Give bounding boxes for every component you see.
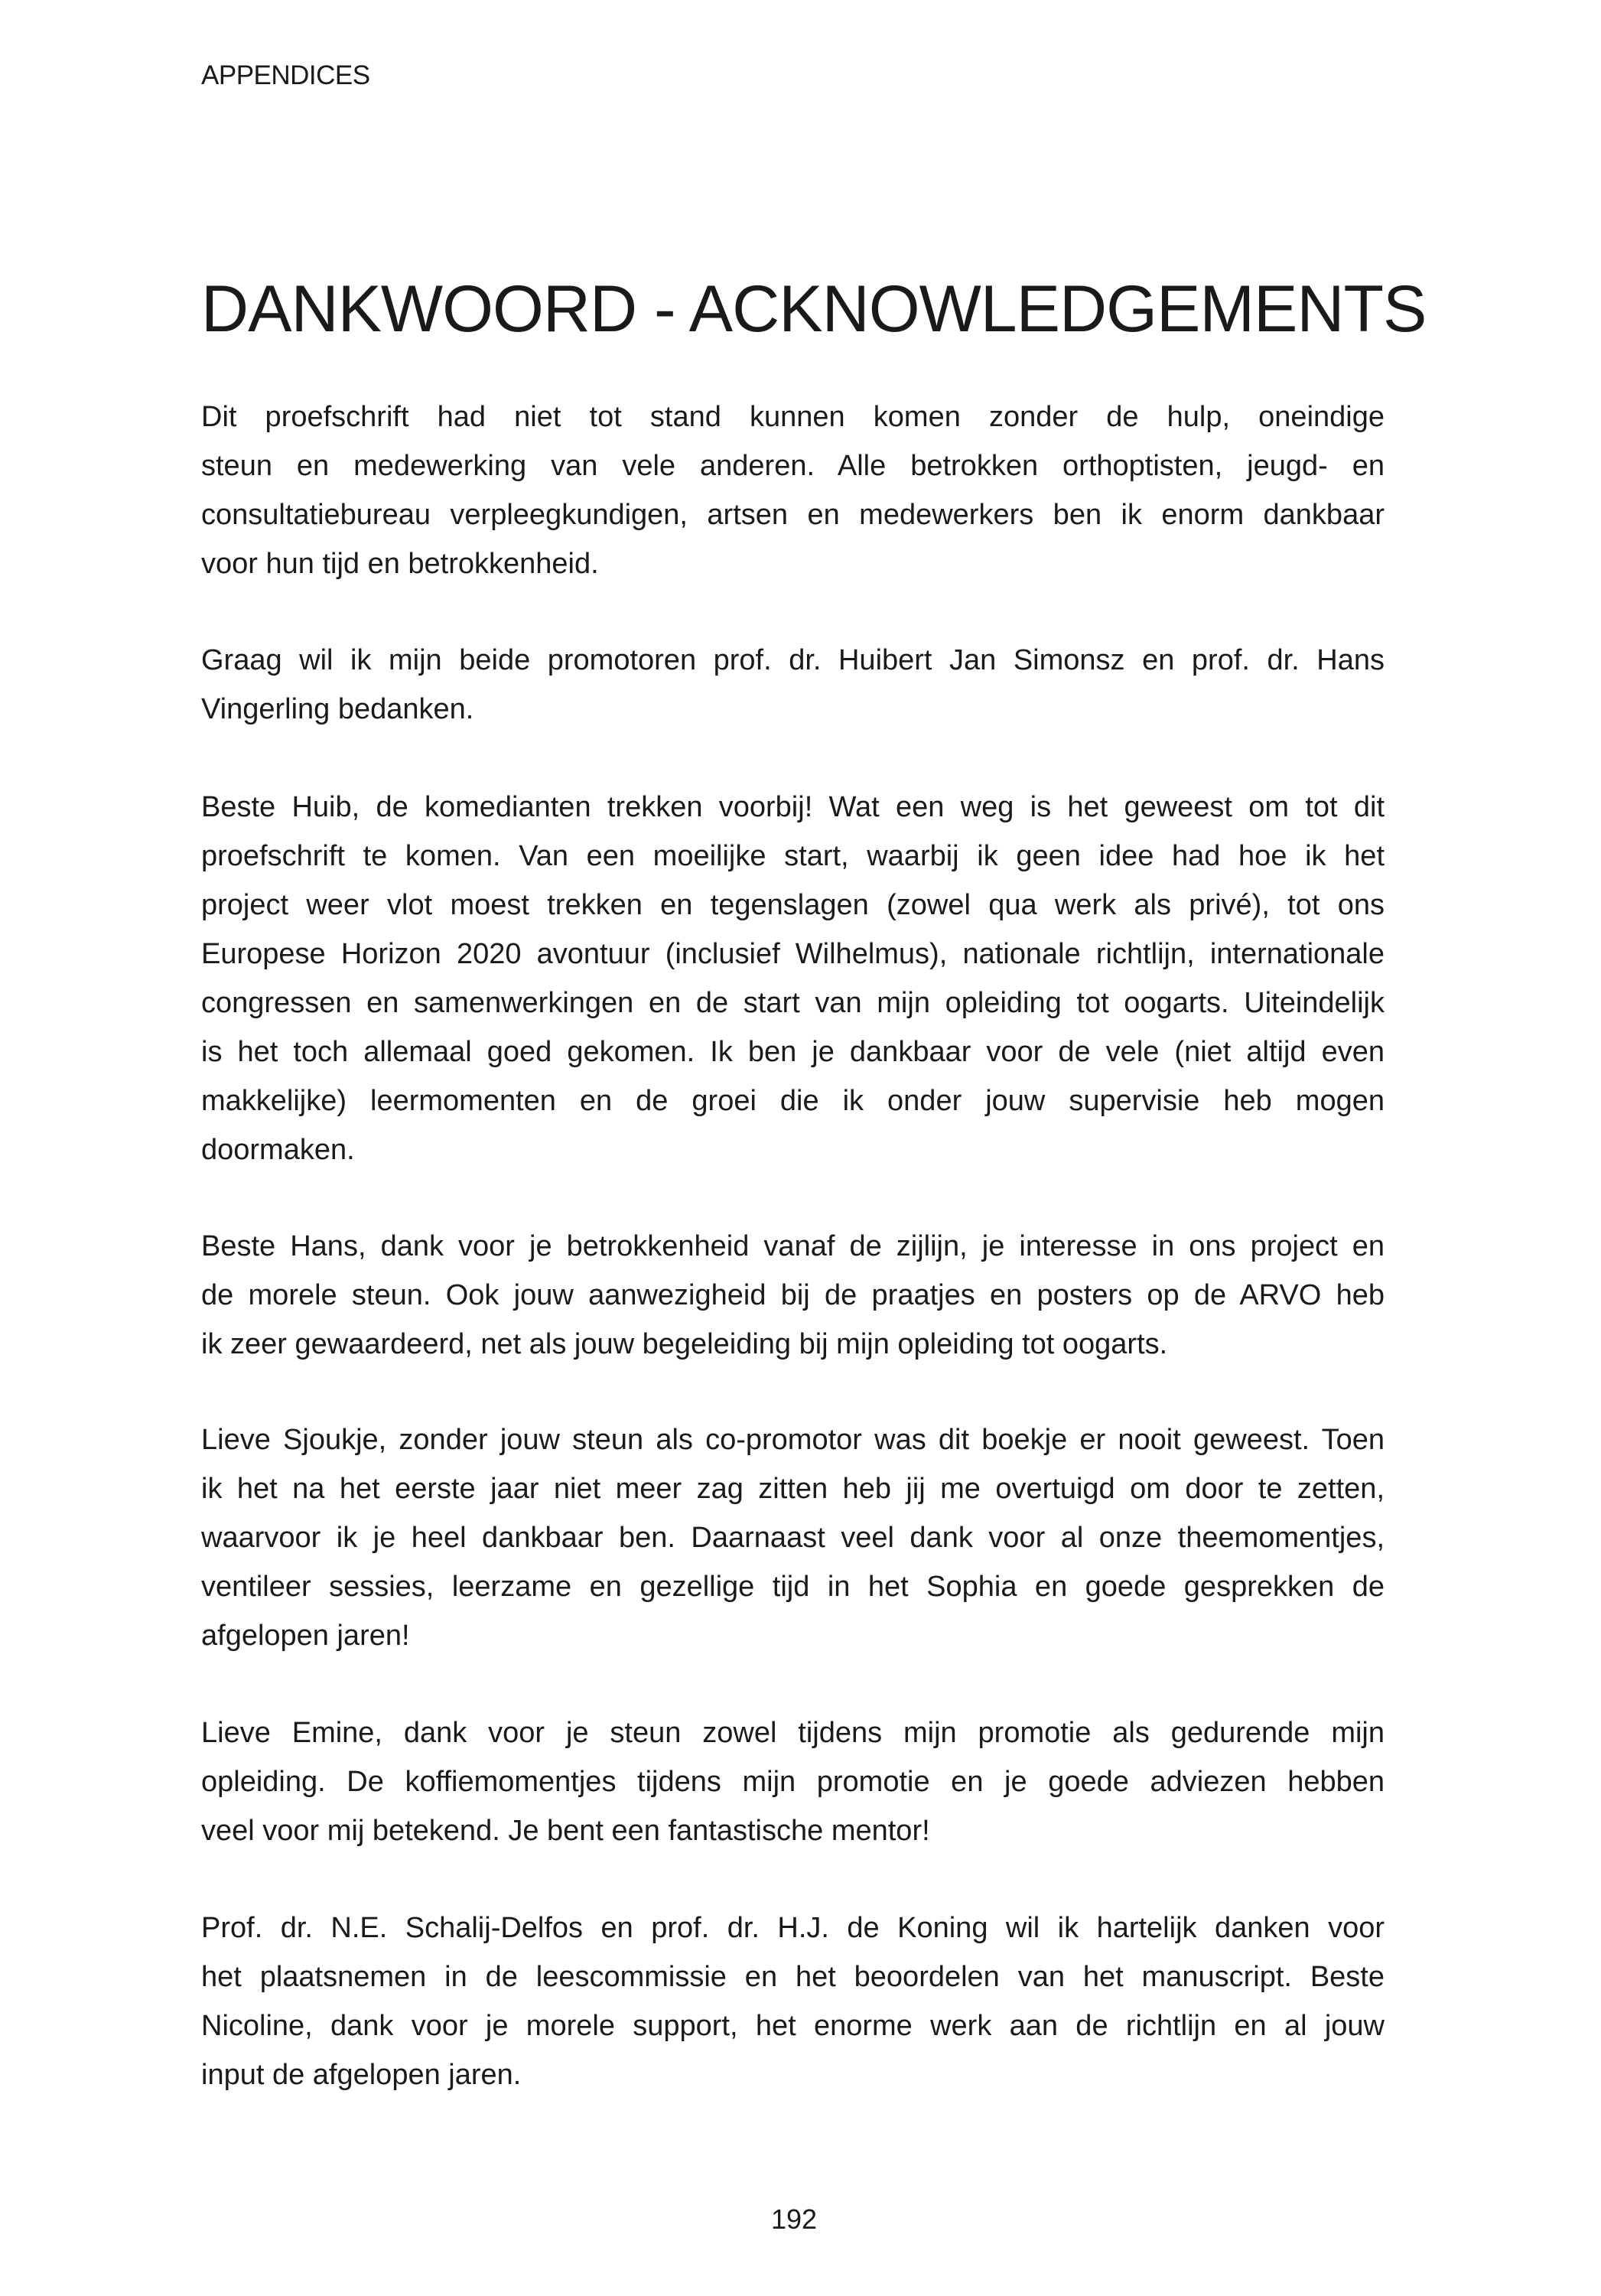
text-line: de morele steun. Ook jouw aanwezigheid bij de praatjes en posters op de ARVO heb — [201, 1279, 1385, 1311]
text-line: input de afgelopen jaren. — [201, 2059, 522, 2091]
paragraph — [201, 1415, 1385, 1660]
text-line: Dit proefschrift had niet tot stand kunnen komen zonder de hulp, oneindige — [201, 401, 1385, 433]
text-line: Graag wil ik mijn beide promotoren prof. dr. Huibert Jan Simonsz en prof. dr. Hans — [201, 644, 1385, 676]
text-line: congressen en samenwerkingen en de start van mijn opleiding tot oogarts. Uiteindelijk — [201, 987, 1385, 1019]
page-number: 192 — [770, 2203, 818, 2235]
text-line: ik het na het eerste jaar niet meer zag zitten heb jij me overtuigd om door te zetten, — [201, 1473, 1385, 1505]
text-line: consultatiebureau verpleegkundigen, artsen en medewerkers ben ik enorm dankbaar — [201, 499, 1385, 531]
text-line: Vingerling bedanken. — [201, 693, 474, 725]
text-line: ventileer sessies, leerzame en gezellige tijd in het Sophia en goede gesprekken de — [201, 1571, 1385, 1603]
paragraph — [201, 636, 1385, 734]
paragraph — [201, 392, 1385, 588]
page-title: DANKWOORD - ACKNOWLEDGEMENTS — [201, 272, 1427, 346]
text-line: proefschrift te komen. Van een moeilijke start, waarbij ik geen idee had hoe ik het — [201, 840, 1385, 872]
text-line: doormaken. — [201, 1134, 355, 1166]
text-line: Europese Horizon 2020 avontuur (inclusief Wilhelmus), nationale richtlijn, internationale — [201, 938, 1385, 970]
running-header: APPENDICES — [201, 60, 370, 90]
text-line: Beste Hans, dank voor je betrokkenheid vanaf de zijlijn, je interesse in ons project en — [201, 1230, 1385, 1262]
text-line: voor hun tijd en betrokkenheid. — [201, 548, 599, 580]
text-line: opleiding. De koffiemomentjes tijdens mijn promotie en je goede adviezen hebben — [201, 1766, 1385, 1798]
text-line: Beste Huib, de komedianten trekken voorbij! Wat een weg is het geweest om tot dit — [201, 791, 1385, 823]
text-line: is het toch allemaal goed gekomen. Ik ben je dankbaar voor de vele (niet altijd even — [201, 1036, 1385, 1068]
text-line: afgelopen jaren! — [201, 1620, 410, 1652]
text-line: het plaatsnemen in de leescommissie en het beoordelen van het manuscript. Beste — [201, 1961, 1385, 1993]
text-line: veel voor mij betekend. Je bent een fantastische mentor! — [201, 1815, 930, 1847]
text-line: waarvoor ik je heel dankbaar ben. Daarnaast veel dank voor al onze theemomentjes, — [201, 1522, 1385, 1554]
text-line: Prof. dr. N.E. Schalij-Delfos en prof. dr. H.J. de Koning wil ik hartelijk danken voor — [201, 1912, 1385, 1944]
paragraph — [201, 1222, 1385, 1369]
text-line: project weer vlot moest trekken en tegenslagen (zowel qua werk als privé), tot ons — [201, 889, 1385, 921]
text-line: makkelijke) leermomenten en de groei die ik onder jouw supervisie heb mogen — [201, 1085, 1385, 1117]
paragraph — [201, 1708, 1385, 1855]
text-line: Lieve Sjoukje, zonder jouw steun als co-promotor was dit boekje er nooit geweest. Toen — [201, 1424, 1385, 1456]
paragraph — [201, 1904, 1385, 2099]
text-line: steun en medewerking van vele anderen. Alle betrokken orthoptisten, jeugd- en — [201, 450, 1385, 482]
text-line: ik zeer gewaardeerd, net als jouw begeleiding bij mijn opleiding tot oogarts. — [201, 1328, 1168, 1360]
text-line: Nicoline, dank voor je morele support, het enorme werk aan de richtlijn en al jouw — [201, 2010, 1385, 2042]
paragraph — [201, 783, 1385, 1174]
text-line: Lieve Emine, dank voor je steun zowel tijdens mijn promotie als gedurende mijn — [201, 1717, 1385, 1749]
